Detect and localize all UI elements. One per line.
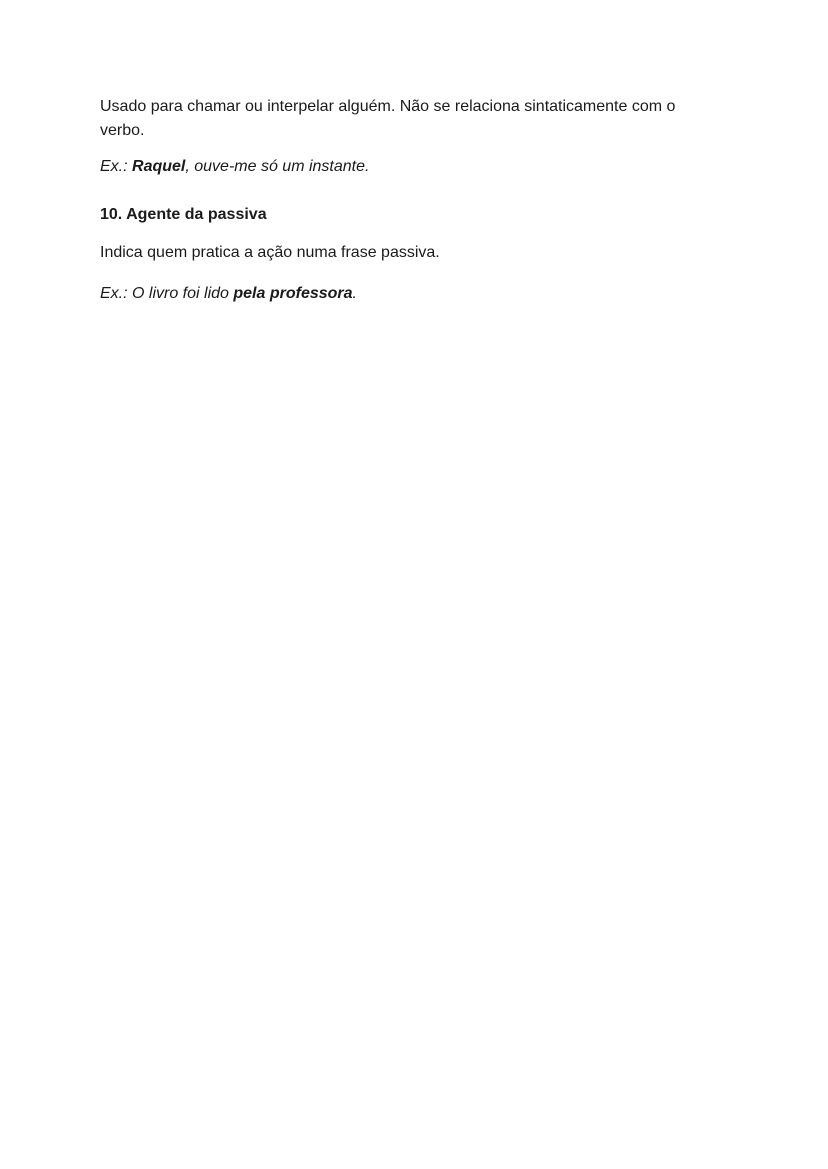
paragraph-vocative-line1: Usado para chamar ou interpelar alguém. Não se relaciona sintaticamente com o	[100, 98, 676, 115]
example-vocative-bold-term: Raquel	[132, 158, 186, 175]
example-agente-suffix: .	[352, 285, 357, 302]
paragraph-vocative-description	[100, 95, 740, 143]
section-heading-agente-da-passiva: 10. Agente da passiva	[100, 206, 267, 223]
paragraph-agente-description: Indica quem pratica a ação numa frase passiva.	[100, 244, 440, 261]
example-vocative	[100, 155, 740, 179]
paragraph-vocative-line2: verbo.	[100, 122, 145, 139]
example-vocative-prefix: Ex.:	[100, 158, 133, 175]
example-vocative-rest: , ouve-me só um instante.	[185, 158, 370, 175]
example-agente-bold-term: pela professora	[233, 285, 353, 302]
document-content	[100, 95, 740, 306]
example-agente-prefix: Ex.: O livro foi lido	[100, 285, 234, 302]
example-agente	[100, 282, 740, 306]
